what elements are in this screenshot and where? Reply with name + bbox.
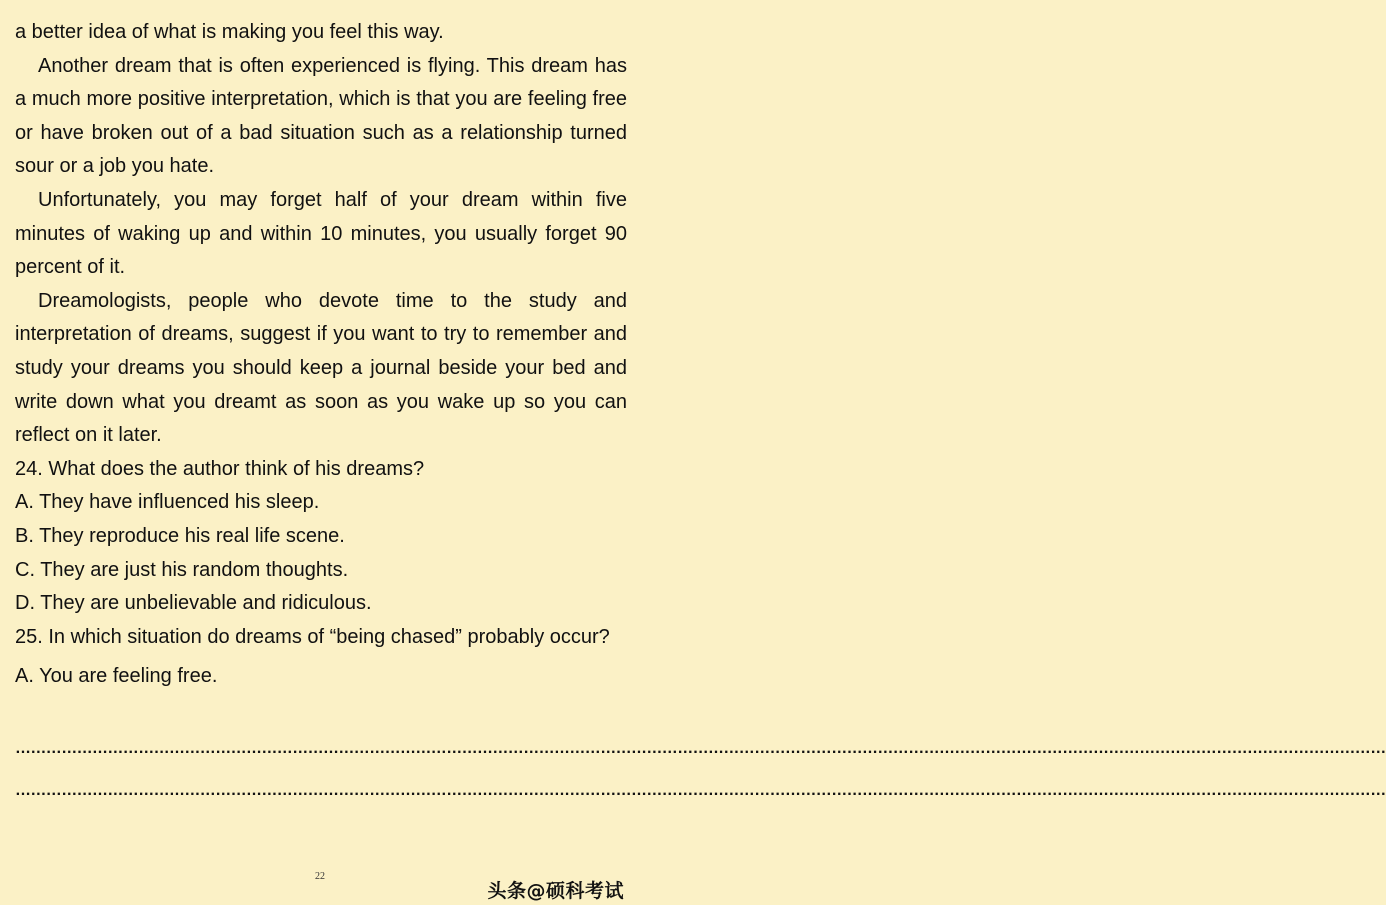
- watermark: 头条@硕科考试: [487, 880, 624, 902]
- answer-option-a: A. They have influenced his sleep.: [15, 491, 320, 514]
- question-stem: 24. What does the author think of his dreams?: [15, 457, 425, 480]
- question-25: [15, 621, 627, 694]
- answer-option-a: A. You are feeling free.: [15, 665, 218, 688]
- paragraph-forgetting-dreams: Unfortunately, you may forget half of your dream within five minutes of waking up and within 10 minutes, you usually forget 90 percent of it.: [15, 188, 627, 279]
- answer-option-c: C. They are just his random thoughts.: [15, 558, 349, 581]
- answer-option-b: B. They reproduce his real life scene.: [15, 524, 345, 547]
- omitted-content-dots: ……………………………………………………………………………………………………………………………………………………………………………………………………………………………………………: [15, 782, 1386, 799]
- document-body: [15, 16, 627, 694]
- paragraph-continuation: a better idea of what is making you feel this way.: [15, 21, 444, 43]
- omitted-content-dots: ……………………………………………………………………………………………………………………………………………………………………………………………………………………………………………: [15, 740, 1386, 757]
- answer-option-d: D. They are unbelievable and ridiculous.: [15, 592, 372, 615]
- paragraph-flying-dream: Another dream that is often experienced is flying. This dream has a much more positive interpretation, which is that you are feeling free or have broken out of a bad situation such as a relationship turned sour or a job you hate.: [15, 54, 627, 178]
- paragraph-dreamologists: Dreamologists, people who devote time to the study and interpretation of dreams, suggest if you want to try to remember and study your dreams you should keep a journal beside your bed and write down what you dreamt as soon as you wake up so you can reflect on it later.: [15, 289, 627, 447]
- question-stem: 25. In which situation do dreams of “being chased” probably occur?: [15, 625, 610, 648]
- question-24: [15, 453, 627, 621]
- page-number: 22: [315, 871, 325, 882]
